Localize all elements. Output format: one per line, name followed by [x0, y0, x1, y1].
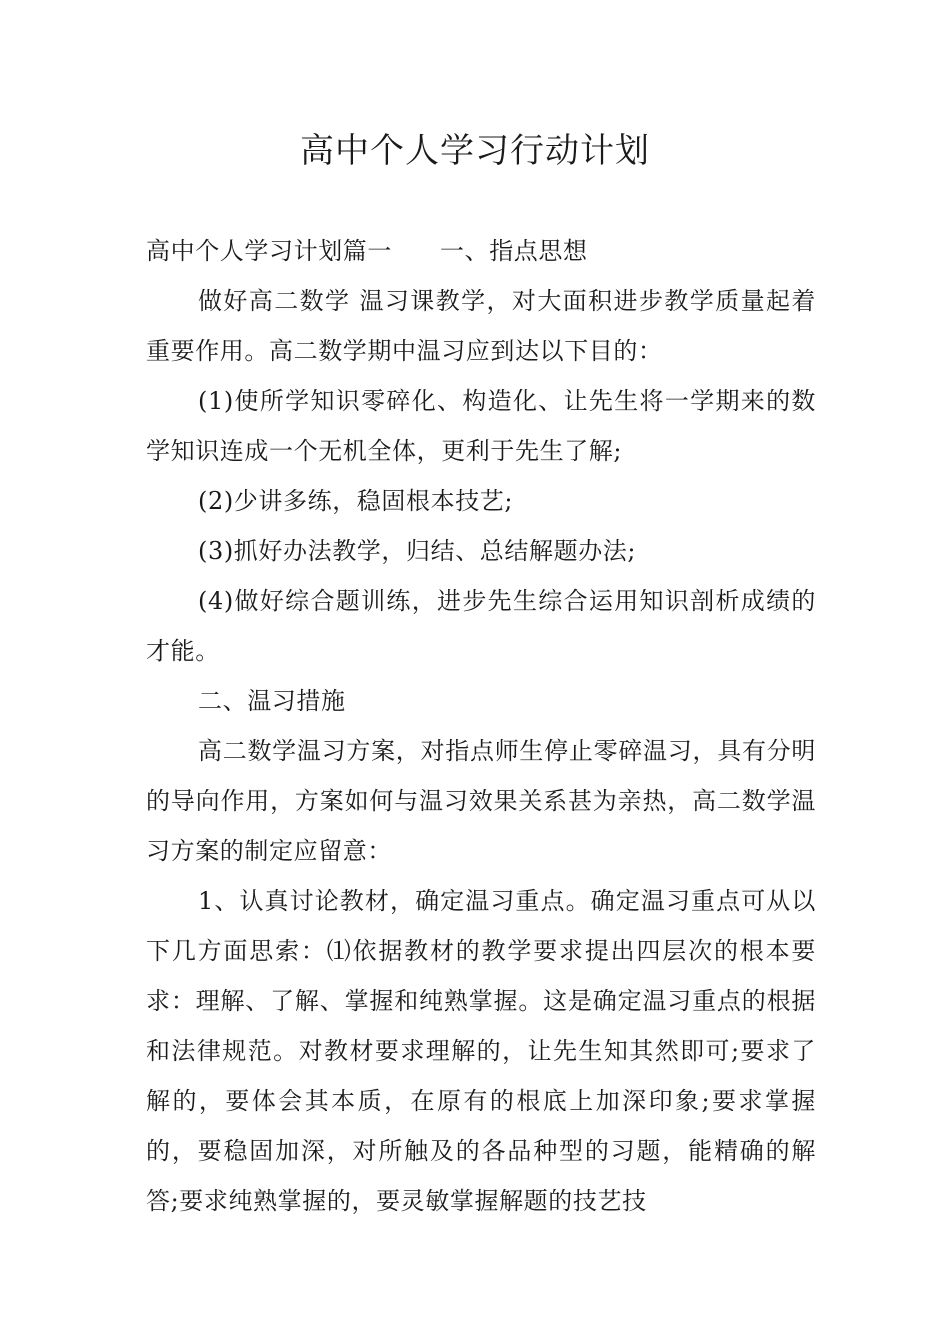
paragraph: (3)抓好办法教学，归结、总结解题办法;: [198, 537, 637, 565]
heading-line: [146, 226, 816, 276]
paragraph: (4)做好综合题训练，进步先生综合运用知识剖析成绩的才能。: [146, 587, 816, 665]
heading-part1: 高中个人学习计划篇一: [146, 237, 392, 265]
document-body: [146, 226, 816, 1226]
section-heading: 二、温习措施: [198, 687, 346, 715]
heading-part2: 一、指点思想: [440, 237, 588, 265]
document-title: 高中个人学习行动计划: [300, 131, 650, 171]
paragraph: 高二数学温习方案，对指点师生停止零碎温习，具有分明的导向作用，方案如何与温习效果关系甚为亲热，高二数学温习方案的制定应留意：: [146, 737, 816, 865]
paragraph: 1、认真讨论教材，确定温习重点。确定温习重点可从以下几方面思索：⑴依据教材的教学要求提出四层次的根本要求：理解、了解、掌握和纯熟掌握。这是确定温习重点的根据和法律规范。对教材要求理解的，让先生知其然即可;要求了解的，要体会其本质，在原有的根底上加深印象;要求掌握的，要稳固加深，对所触及的各品种型的习题，能精确的解答;要求纯熟掌握的，要灵敏掌握解题的技艺技: [146, 887, 816, 1215]
paragraph: 做好高二数学 温习课教学，对大面积进步教学质量起着重要作用。高二数学期中温习应到达以下目的：: [146, 287, 816, 365]
paragraph: (1)使所学知识零碎化、构造化、让先生将一学期来的数学知识连成一个无机全体，更利于先生了解;: [146, 387, 816, 465]
paragraph: (2)少讲多练，稳固根本技艺;: [198, 487, 514, 515]
